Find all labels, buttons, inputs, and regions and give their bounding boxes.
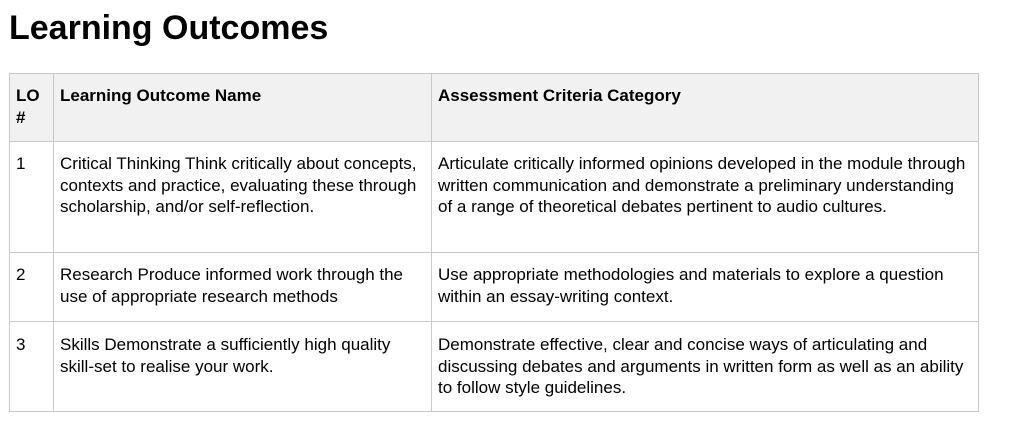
page-title: Learning Outcomes (9, 9, 329, 47)
lo-number-cell: 1 (10, 142, 54, 253)
lo-number-cell: 3 (10, 322, 54, 412)
table-row (10, 253, 979, 322)
column-header-lo-number: LO # (10, 74, 54, 142)
table-row (10, 322, 979, 412)
table-row (10, 142, 979, 253)
outcome-name-cell: Research Produce informed work through the use of appropriate research methods (54, 253, 432, 322)
criteria-cell: Use appropriate methodologies and materials to explore a question within an essay-writing context. (432, 253, 979, 322)
criteria-cell: Articulate critically informed opinions developed in the module through written communication and demonstrate a preliminary understanding of a range of theoretical debates pertinent to audio cultures. (432, 142, 979, 253)
lo-number-cell: 2 (10, 253, 54, 322)
learning-outcomes-table (9, 73, 979, 412)
column-header-criteria: Assessment Criteria Category (432, 74, 979, 142)
outcome-name-cell: Skills Demonstrate a sufficiently high quality skill-set to realise your work. (54, 322, 432, 412)
criteria-cell: Demonstrate effective, clear and concise ways of articulating and discussing debates and arguments in written form as well as an ability to follow style guidelines. (432, 322, 979, 412)
column-header-name: Learning Outcome Name (54, 74, 432, 142)
outcome-name-cell: Critical Thinking Think critically about concepts, contexts and practice, evaluating these through scholarship, and/or self-reflection. (54, 142, 432, 253)
table-header-row (10, 74, 979, 142)
